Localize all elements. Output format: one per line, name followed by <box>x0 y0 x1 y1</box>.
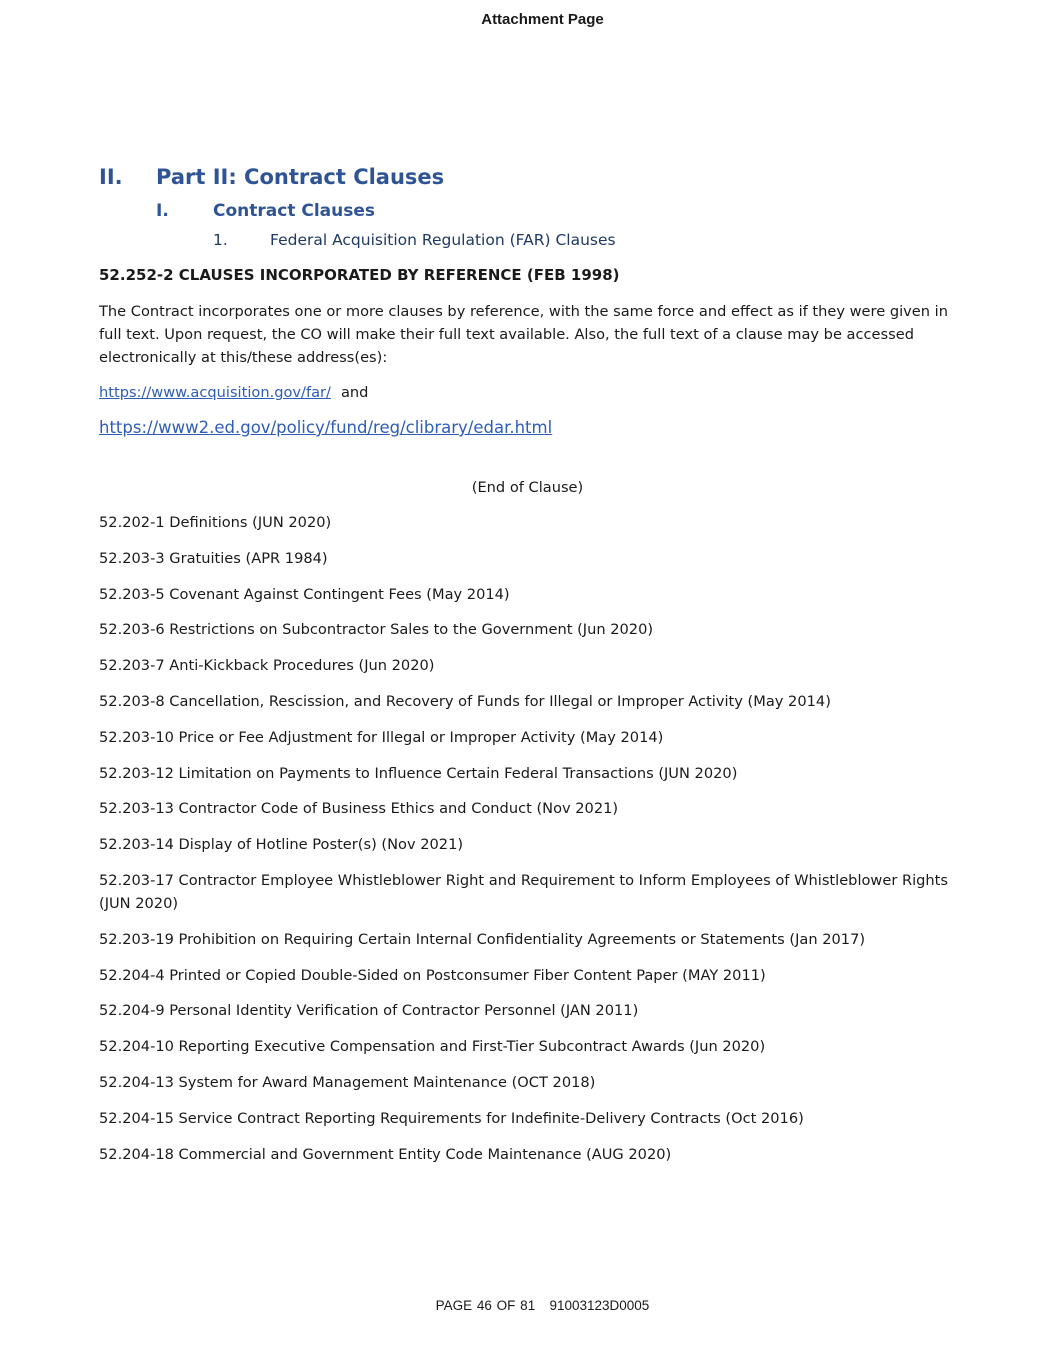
list-item: 52.204-9 Personal Identity Verification of Contractor Personnel (JAN 2011) <box>99 1002 639 1020</box>
clause-intro-paragraph: The Contract incorporates one or more clauses by reference, with the same force and effect as if they were given in full text. Upon request, the CO will make their full text available. Also, the full text of a clause may be accessed electronically at this/these address(es): <box>99 303 948 366</box>
clause-title: 52.252-2 CLAUSES INCORPORATED BY REFERENCE (FEB 1998) <box>99 266 620 284</box>
list-item: 52.202-1 Definitions (JUN 2020) <box>99 514 332 531</box>
section-title: Part II: Contract Clauses <box>156 165 445 189</box>
list-item: 52.204-18 Commercial and Government Entity Code Maintenance (AUG 2020) <box>99 1145 672 1163</box>
list-item: 52.203-14 Display of Hotline Poster(s) (Nov 2021) <box>99 836 464 854</box>
list-item: 52.204-13 System for Award Management Maintenance (OCT 2018) <box>99 1073 596 1091</box>
subsection-title: Contract Clauses <box>213 201 376 221</box>
list-item: 52.203-10 Price or Fee Adjustment for Illegal or Improper Activity (May 2014) <box>99 728 664 746</box>
reference-links-line <box>99 381 368 404</box>
list-item: 52.203-19 Prohibition on Requiring Certain Internal Confidentiality Agreements or Statements (Jan 2017) <box>99 930 866 948</box>
list-item: 52.204-15 Service Contract Reporting Requirements for Indefinite-Delivery Contracts (Oct 2016) <box>99 1109 804 1127</box>
subsubsection-title: Federal Acquisition Regulation (FAR) Clauses <box>270 231 616 249</box>
list-item: 52.203-12 Limitation on Payments to Influence Certain Federal Transactions (JUN 2020) <box>99 764 738 782</box>
page-header: Attachment Page <box>481 11 604 28</box>
list-item: 52.203-7 Anti-Kickback Procedures (Jun 2020) <box>99 657 435 675</box>
edar-link[interactable]: https://www2.ed.gov/policy/fund/reg/clibrary/edar.html <box>99 418 553 437</box>
and-text: and <box>340 384 369 401</box>
subsubsection-number: 1. <box>213 231 228 249</box>
acquisition-gov-link[interactable]: https://www.acquisition.gov/far/ <box>99 384 331 401</box>
section-heading-part-ii <box>99 165 444 189</box>
page-number: PAGE 46 OF 81 <box>435 1298 536 1313</box>
edar-link-line <box>99 418 552 437</box>
end-of-clause: (End of Clause) <box>471 479 584 496</box>
list-item: 52.203-17 Contractor Employee Whistleblower Right and Requirement to Inform Employees of Whistleblower Rights (JUN 2020) <box>99 871 949 912</box>
list-item: 52.203-13 Contractor Code of Business Ethics and Conduct (Nov 2021) <box>99 800 619 818</box>
page-footer <box>0 1298 1055 1313</box>
list-item: 52.204-10 Reporting Executive Compensation and First-Tier Subcontract Awards (Jun 2020) <box>99 1038 766 1056</box>
contract-number: 91003123D0005 <box>549 1298 650 1313</box>
list-item: 52.204-4 Printed or Copied Double-Sided on Postconsumer Fiber Content Paper (MAY 2011) <box>99 966 766 984</box>
section-number: II. <box>99 165 123 189</box>
subsection-heading-contract-clauses <box>156 201 375 221</box>
list-item: 52.203-8 Cancellation, Rescission, and Recovery of Funds for Illegal or Improper Activity (May 2014) <box>99 692 831 710</box>
subsection-number: I. <box>156 201 169 221</box>
list-item: 52.203-5 Covenant Against Contingent Fees (May 2014) <box>99 585 510 603</box>
list-item: 52.203-3 Gratuities (APR 1984) <box>99 549 328 567</box>
clause-list <box>99 511 959 1178</box>
list-item: 52.203-6 Restrictions on Subcontractor Sales to the Government (Jun 2020) <box>99 621 654 639</box>
subsubsection-heading-far-clauses <box>213 231 616 249</box>
